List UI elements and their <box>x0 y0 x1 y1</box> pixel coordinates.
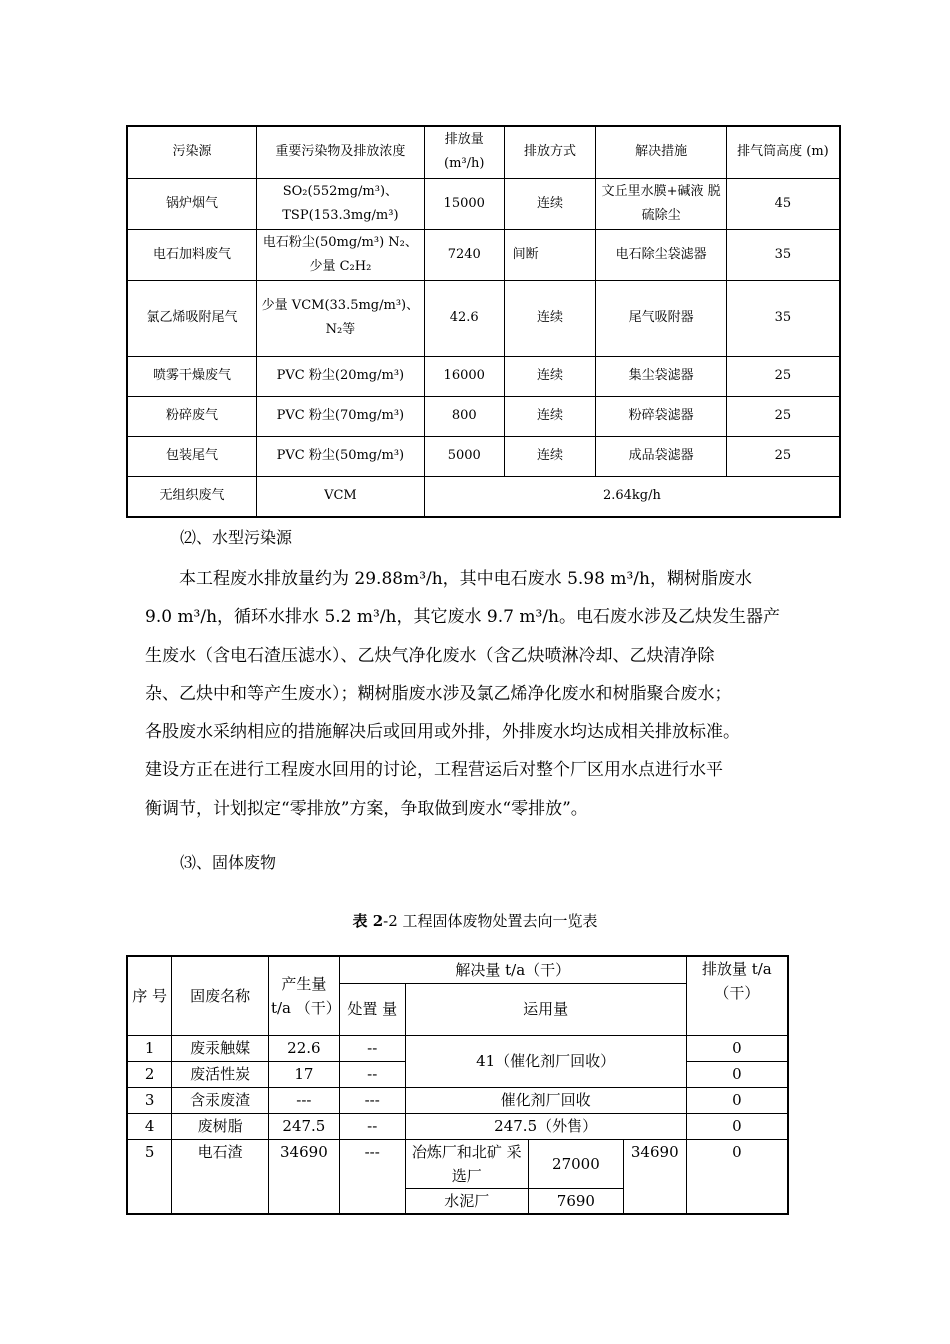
table-cell: 42.6 <box>424 280 504 356</box>
table-cell: 无组织废气 <box>127 476 256 517</box>
table-cell: PVC 粉尘(70mg/m³) <box>256 396 424 436</box>
table-cell: 文丘里水膜+碱液 脱硫除尘 <box>596 178 727 229</box>
table-cell: 5000 <box>424 436 504 476</box>
paragraph-line: 杂、乙炔中和等产生废水）；糊树脂废水涉及氯乙烯净化废水和树脂聚合废水； <box>145 683 732 704</box>
paragraph-line: 建设方正在进行工程废水回用的讨论，工程营运后对整个厂区用水点进行水平 <box>145 760 723 781</box>
table-cell: 冶炼厂和北矿 采选厂 <box>405 1139 528 1188</box>
table-cell: 25 <box>726 396 840 436</box>
table-cell: 45 <box>726 178 840 229</box>
table-cell: 25 <box>726 436 840 476</box>
table-cell: 34690 <box>268 1139 339 1214</box>
table-cell: 35 <box>726 229 840 280</box>
header-stack-height: 排气筒高度 (m) <box>726 126 840 178</box>
table-cell: 氯乙烯吸附尾气 <box>127 280 256 356</box>
table-cell: 247.5 <box>268 1113 339 1139</box>
header-seq: 序 号 <box>127 956 172 1035</box>
paragraph-line: 本工程废水排放量约为 29.88m³/h，其中电石废水 5.98 m³/h，糊树脂废水 <box>179 569 752 589</box>
table-cell: 0 <box>686 1035 788 1061</box>
table-cell: 0 <box>686 1061 788 1087</box>
table-cell: 连续 <box>504 178 596 229</box>
table-cell: 粉碎废气 <box>127 396 256 436</box>
section-heading-wastewater: ⑵、水型污染源 <box>180 528 293 547</box>
table-cell: 0 <box>686 1113 788 1139</box>
table-cell: 电石加料废气 <box>127 229 256 280</box>
table-cell: 22.6 <box>268 1035 339 1061</box>
table-cell: 成品袋滤器 <box>596 436 727 476</box>
table-cell: 喷雾干燥废气 <box>127 356 256 396</box>
table-cell: 废活性炭 <box>172 1061 269 1087</box>
table-cell: 锅炉烟气 <box>127 178 256 229</box>
table-cell: 0 <box>686 1139 788 1214</box>
table-cell: 废汞触媒 <box>172 1035 269 1061</box>
table-cell: 连续 <box>504 356 596 396</box>
header-solve: 解决量 t/a（干） <box>339 956 686 983</box>
table-cell: 尾气吸附器 <box>596 280 727 356</box>
header-mode: 排放方式 <box>504 126 596 178</box>
table-cell: -- <box>339 1035 405 1061</box>
table-cell: 2.64kg/h <box>424 476 840 517</box>
table-cell: 35 <box>726 280 840 356</box>
air-pollution-table <box>126 125 841 518</box>
paragraph-line: 9.0 m³/h，循环水排水 5.2 m³/h，其它废水 9.7 m³/h。电石废水涉及乙炔发生器产 <box>145 607 780 628</box>
paragraph-line: 衡调节，计划拟定“零排放”方案，争取做到废水“零排放”。 <box>145 798 588 819</box>
table-cell: 0 <box>686 1087 788 1113</box>
table-cell: 5 <box>127 1139 172 1214</box>
header-volume: 排放量 (m³/h) <box>424 126 504 178</box>
header-waste-name: 固废名称 <box>172 956 269 1035</box>
header-emission: 排放量 t/a（干） <box>686 956 788 1035</box>
table-cell: 连续 <box>504 436 596 476</box>
caption-text: -2 工程固体废物处置去向一览表 <box>383 912 598 930</box>
paragraph-line: 各股废水采纳相应的措施解决后或回用或外排，外排废水均达成相关排放标准。 <box>145 722 740 743</box>
table-cell: 247.5（外售） <box>405 1113 686 1139</box>
table-cell: 催化剂厂回收 <box>405 1087 686 1113</box>
table-cell: 3 <box>127 1087 172 1113</box>
table-cell: 粉碎袋滤器 <box>596 396 727 436</box>
table-cell: 25 <box>726 356 840 396</box>
table-cell: 7690 <box>529 1188 624 1214</box>
wastewater-paragraph <box>145 560 810 828</box>
table-cell: 连续 <box>504 280 596 356</box>
table-cell: 17 <box>268 1061 339 1087</box>
table-cell: 少量 VCM(33.5mg/m³)、 N₂等 <box>256 280 424 356</box>
table-cell: 废树脂 <box>172 1113 269 1139</box>
section-heading-solid-waste: ⑶、固体废物 <box>180 853 277 872</box>
table-cell: 34690 <box>623 1139 686 1214</box>
header-pollutant: 重要污染物及排放浓度 <box>256 126 424 178</box>
table-cell: 间断 <box>504 229 596 280</box>
header-use: 运用量 <box>405 983 686 1035</box>
table-cell: 2 <box>127 1061 172 1087</box>
header-produce: 产生量 t/a （干） <box>268 956 339 1035</box>
table-cell: SO₂(552mg/m³)、 TSP(153.3mg/m³) <box>256 178 424 229</box>
table-cell: 电石除尘袋滤器 <box>596 229 727 280</box>
table-cell: 15000 <box>424 178 504 229</box>
header-dispose: 处置 量 <box>339 983 405 1035</box>
table-cell: 水泥厂 <box>405 1188 528 1214</box>
table-cell: --- <box>339 1087 405 1113</box>
table-cell: 集尘袋滤器 <box>596 356 727 396</box>
paragraph-line: 生废水（含电石渣压滤水）、乙炔气净化废水（含乙炔喷淋冷却、乙炔清净除 <box>145 645 715 666</box>
table-cell: 4 <box>127 1113 172 1139</box>
table-cell: 27000 <box>529 1139 624 1188</box>
table-cell: VCM <box>256 476 424 517</box>
table-cell: PVC 粉尘(20mg/m³) <box>256 356 424 396</box>
table-cell: 含汞废渣 <box>172 1087 269 1113</box>
table-cell: --- <box>268 1087 339 1113</box>
table-cell: 41（催化剂厂回收） <box>405 1035 686 1087</box>
header-source: 污染源 <box>127 126 256 178</box>
header-measure: 解决措施 <box>596 126 727 178</box>
table-cell: 7240 <box>424 229 504 280</box>
table-cell: 电石渣 <box>172 1139 269 1214</box>
table-caption <box>0 910 950 931</box>
table-cell: --- <box>339 1139 405 1214</box>
table-cell: 包装尾气 <box>127 436 256 476</box>
table-cell: 16000 <box>424 356 504 396</box>
table-cell: 1 <box>127 1035 172 1061</box>
table-cell: 电石粉尘(50mg/m³) N₂、少量 C₂H₂ <box>256 229 424 280</box>
table-cell: PVC 粉尘(50mg/m³) <box>256 436 424 476</box>
table-cell: 连续 <box>504 396 596 436</box>
table-cell: 800 <box>424 396 504 436</box>
table-cell: -- <box>339 1061 405 1087</box>
solid-waste-table <box>126 955 789 1215</box>
table-cell: -- <box>339 1113 405 1139</box>
caption-number: 表 2 <box>352 912 384 930</box>
